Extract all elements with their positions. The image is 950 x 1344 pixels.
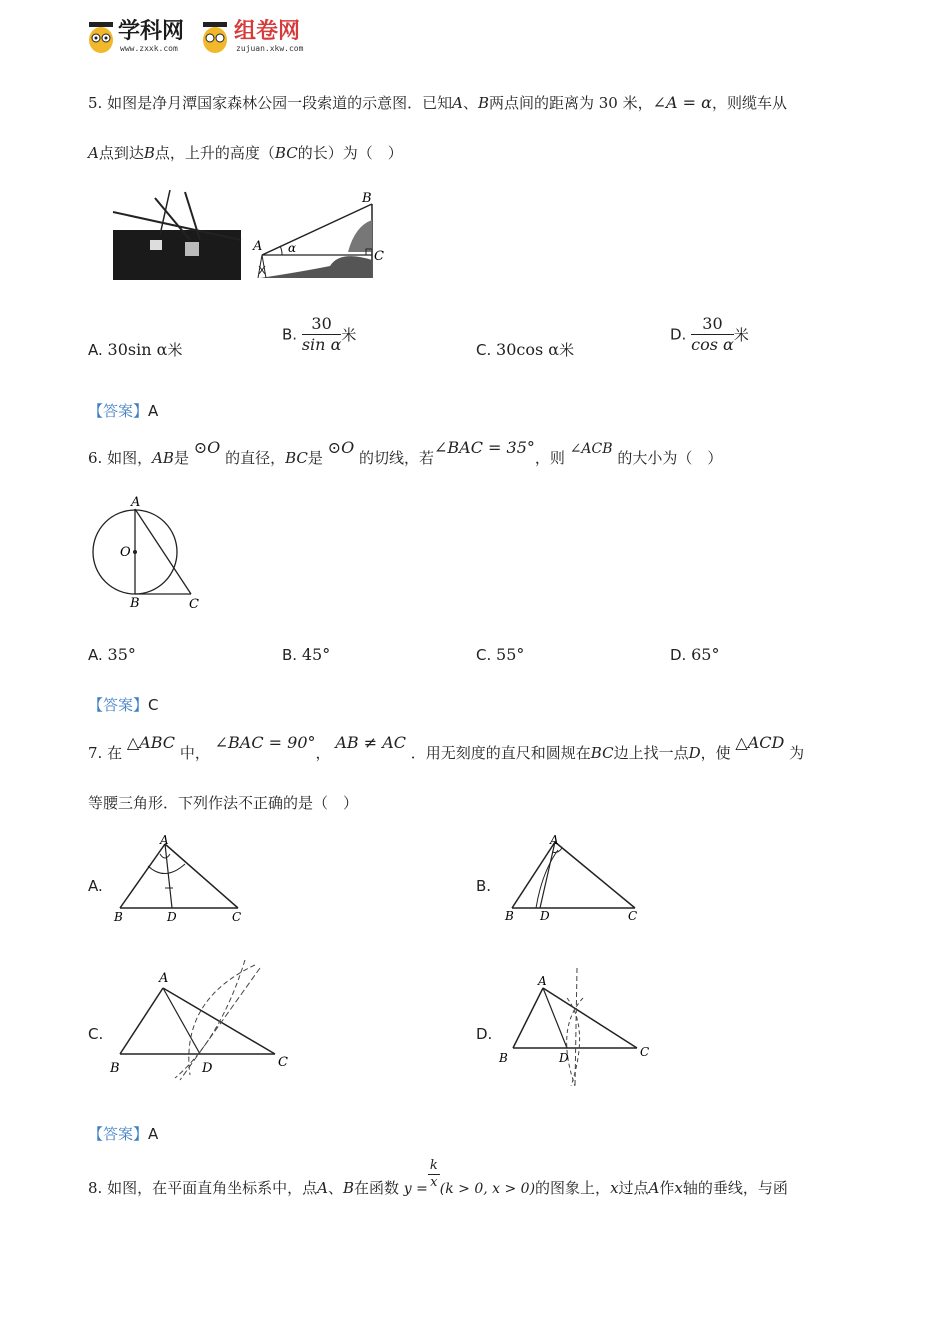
q7-text: 7. 在 bbox=[88, 744, 123, 762]
q6-circle-o: ⊙O bbox=[193, 438, 221, 457]
q8-fn-num: k bbox=[429, 1158, 438, 1173]
q6-text5: 的大小为（ ） bbox=[617, 449, 723, 467]
q7d-label-d: D bbox=[559, 1051, 569, 1065]
q6-line1 bbox=[88, 438, 723, 468]
q5-answer bbox=[88, 400, 158, 421]
q5-option-b[interactable] bbox=[282, 314, 356, 355]
q5-option-c[interactable] bbox=[476, 339, 574, 360]
q7-text6: 为 bbox=[789, 744, 805, 762]
q5-l2-bc: BC bbox=[274, 144, 298, 162]
q6-fig-label-c: C bbox=[189, 597, 199, 612]
q5-point-a: A bbox=[452, 94, 463, 112]
q8-text: 8. 如图，在平面直角坐标系中，点 bbox=[88, 1178, 318, 1197]
q6-angle-bac: ∠BAC = 35° bbox=[433, 438, 535, 457]
q7-line1 bbox=[88, 733, 805, 763]
q5-l2-text3: 的长）为（ ） bbox=[297, 144, 403, 162]
q6-opt-d-value: 65° bbox=[691, 645, 720, 664]
q6-answer bbox=[88, 694, 159, 715]
q7c-label-b: B bbox=[110, 1061, 120, 1076]
q7-answer-value: A bbox=[148, 1125, 159, 1143]
q7d-label-a: A bbox=[538, 974, 547, 988]
q6-option-a[interactable] bbox=[88, 645, 136, 664]
q7-sep: ， bbox=[315, 744, 331, 762]
q7-option-d[interactable]: D. bbox=[476, 1025, 493, 1043]
q8-b: B bbox=[342, 1178, 354, 1197]
q7b-label-d: D bbox=[540, 909, 550, 923]
q7-option-a[interactable]: A. bbox=[88, 877, 103, 895]
q7d-label-b: B bbox=[499, 1051, 508, 1065]
q6-opt-c-value: 55° bbox=[496, 645, 525, 664]
q6-fig-label-o: O bbox=[120, 545, 131, 560]
q7c-label-c: C bbox=[278, 1055, 288, 1070]
q8-fn-y: y = bbox=[403, 1180, 428, 1197]
q5-opt-d-letter: D. bbox=[670, 325, 687, 344]
q5-text2: 两点间的距离为 30 米， bbox=[488, 94, 653, 112]
q5-option-a[interactable] bbox=[88, 339, 182, 360]
q6-fig-label-b: B bbox=[130, 596, 140, 611]
q8-text5: 作 bbox=[659, 1178, 675, 1197]
q5-opt-c-letter: C. bbox=[476, 341, 492, 359]
q5-opt-b-letter: B. bbox=[282, 325, 298, 344]
q6-option-b[interactable] bbox=[282, 645, 330, 664]
q5-angle: ∠A = α bbox=[652, 93, 712, 112]
q6-fig-label-a: A bbox=[131, 495, 141, 510]
q6-angle-acb: ∠ACB bbox=[569, 441, 613, 457]
q8-sep: 、 bbox=[327, 1178, 343, 1197]
logo-xkw-url: www.zxxk.com bbox=[120, 44, 178, 53]
q8-text2: 在函数 bbox=[353, 1178, 399, 1197]
q6-text2: 的直径， bbox=[225, 449, 286, 467]
q6-text4: ，则 bbox=[534, 449, 565, 467]
q6-is: 是 bbox=[173, 449, 189, 467]
q5-opt-d-den: cos α bbox=[691, 335, 734, 354]
q6-option-c[interactable] bbox=[476, 645, 524, 664]
q6-text3: 的切线，若 bbox=[358, 449, 434, 467]
q5-figure bbox=[110, 190, 400, 285]
q6-text: 6. 如图， bbox=[88, 449, 153, 467]
q5-fig-label-alpha: α bbox=[288, 241, 297, 255]
q6-opt-a-value: 35° bbox=[107, 645, 136, 664]
q7a-label-b: B bbox=[114, 910, 123, 924]
q5-diagram bbox=[252, 191, 384, 278]
q5-fig-label-a: A bbox=[253, 239, 263, 254]
q8-a: A bbox=[317, 1178, 328, 1197]
q7-fig-a bbox=[110, 832, 250, 927]
q6-opt-b-value: 45° bbox=[301, 645, 331, 664]
q8-fn-den: x bbox=[428, 1174, 440, 1191]
q5-fig-label-b: B bbox=[362, 191, 372, 206]
q5-opt-b-den: sin α bbox=[301, 335, 342, 354]
q5-opt-b-num: 30 bbox=[302, 314, 342, 335]
q7-text3: ．用无刻度的直尺和圆规在 bbox=[410, 744, 591, 762]
q5-sep: 、 bbox=[462, 94, 478, 112]
q6-opt-b-letter: B. bbox=[282, 646, 298, 664]
q5-opt-c-unit: 米 bbox=[559, 341, 575, 359]
q5-l2-a: A bbox=[88, 144, 99, 162]
q7a-label-a: A bbox=[160, 833, 169, 847]
q5-l2-b: B bbox=[143, 144, 155, 162]
q7-d: D bbox=[688, 744, 701, 762]
q5-option-d[interactable] bbox=[670, 314, 749, 355]
q8-line1 bbox=[88, 1158, 788, 1204]
q7b-label-b: B bbox=[505, 909, 514, 923]
q7-option-c[interactable]: C. bbox=[88, 1025, 104, 1043]
q7-tri-acd: △ACD bbox=[735, 733, 785, 752]
mascot2-icon bbox=[200, 16, 230, 56]
q6-is2: 是 bbox=[307, 449, 323, 467]
q7-line2: 等腰三角形．下列作法不正确的是（ ） bbox=[88, 794, 359, 812]
q5-opt-a-expr: 30sin α bbox=[107, 340, 168, 359]
logo-zjw-url: zujuan.xkw.com bbox=[236, 44, 304, 53]
q6-opt-a-letter: A. bbox=[88, 646, 103, 664]
q5-answer-value: A bbox=[148, 402, 159, 420]
q7-answer bbox=[88, 1123, 158, 1144]
q8-a2: A bbox=[648, 1178, 660, 1197]
q7-text2: 中， bbox=[179, 744, 210, 762]
q7-text4: 边上找一点 bbox=[613, 744, 689, 762]
q5-text: 5. 如图是净月潭国家森林公园一段索道的示意图．已知 bbox=[88, 94, 453, 112]
q7-angle-bac: ∠BAC = 90° bbox=[214, 733, 316, 752]
q5-fig-label-c: C bbox=[374, 249, 384, 264]
q7a-label-c: C bbox=[232, 910, 242, 924]
mascot-icon bbox=[86, 16, 116, 56]
q7b-label-a: A bbox=[550, 833, 559, 847]
q5-opt-a-unit: 米 bbox=[167, 341, 183, 359]
header-logo bbox=[86, 14, 326, 58]
q6-bc: BC bbox=[285, 449, 308, 467]
q6-opt-d-letter: D. bbox=[670, 646, 687, 664]
q6-circle-o2: ⊙O bbox=[327, 438, 355, 457]
q6-figure bbox=[88, 492, 218, 614]
q5-line1 bbox=[88, 92, 787, 113]
q5-opt-c-expr: 30cos α bbox=[496, 340, 560, 359]
q5-text3: ，则缆车从 bbox=[711, 94, 787, 112]
q8-text4: 过点 bbox=[618, 1178, 649, 1197]
q8-x2: x bbox=[674, 1178, 683, 1197]
q5-l2-text: 点到达 bbox=[98, 144, 144, 162]
q6-ab: AB bbox=[152, 449, 174, 467]
q8-x: x bbox=[610, 1178, 619, 1197]
q8-text3: 的图象上， bbox=[535, 1178, 611, 1197]
q7-option-b[interactable]: B. bbox=[476, 877, 492, 895]
q7c-label-a: A bbox=[159, 971, 169, 986]
q7-bc: BC bbox=[590, 744, 614, 762]
q5-opt-d-unit: 米 bbox=[733, 326, 749, 344]
q7-fig-c bbox=[105, 960, 295, 1085]
q5-l2-text2: 点，上升的高度（ bbox=[154, 144, 275, 162]
q7-text5: ，使 bbox=[700, 744, 731, 762]
q7c-label-d: D bbox=[202, 1061, 213, 1076]
q7b-label-c: C bbox=[628, 909, 638, 923]
q5-photo bbox=[113, 190, 241, 280]
q6-answer-value: C bbox=[148, 696, 159, 714]
q7-tri-abc: △ABC bbox=[126, 733, 176, 752]
q8-text6: 轴的垂线，与函 bbox=[682, 1178, 788, 1197]
q7-fig-d bbox=[495, 968, 660, 1088]
q5-opt-b-unit: 米 bbox=[341, 326, 357, 344]
q5-point-b: B bbox=[477, 94, 489, 112]
q7d-label-c: C bbox=[640, 1045, 650, 1059]
q8-fn-cond: (k > 0, x > 0) bbox=[439, 1180, 536, 1197]
logo-zjw-text: 组卷网 bbox=[234, 19, 301, 44]
q6-option-d[interactable] bbox=[670, 645, 719, 664]
q5-answer-label: 【答案】 bbox=[88, 402, 149, 420]
q7a-label-d: D bbox=[167, 910, 177, 924]
q6-opt-c-letter: C. bbox=[476, 646, 492, 664]
q6-answer-label: 【答案】 bbox=[88, 696, 149, 714]
q7-answer-label: 【答案】 bbox=[88, 1125, 149, 1143]
logo-xkw-text: 学科网 bbox=[118, 19, 185, 44]
q7-ab-neq-ac: AB ≠ AC bbox=[335, 733, 406, 752]
q7-fig-b bbox=[500, 832, 645, 927]
q5-line2 bbox=[88, 142, 403, 163]
q5-opt-a-letter: A. bbox=[88, 341, 103, 359]
q5-opt-d-num: 30 bbox=[691, 314, 734, 335]
